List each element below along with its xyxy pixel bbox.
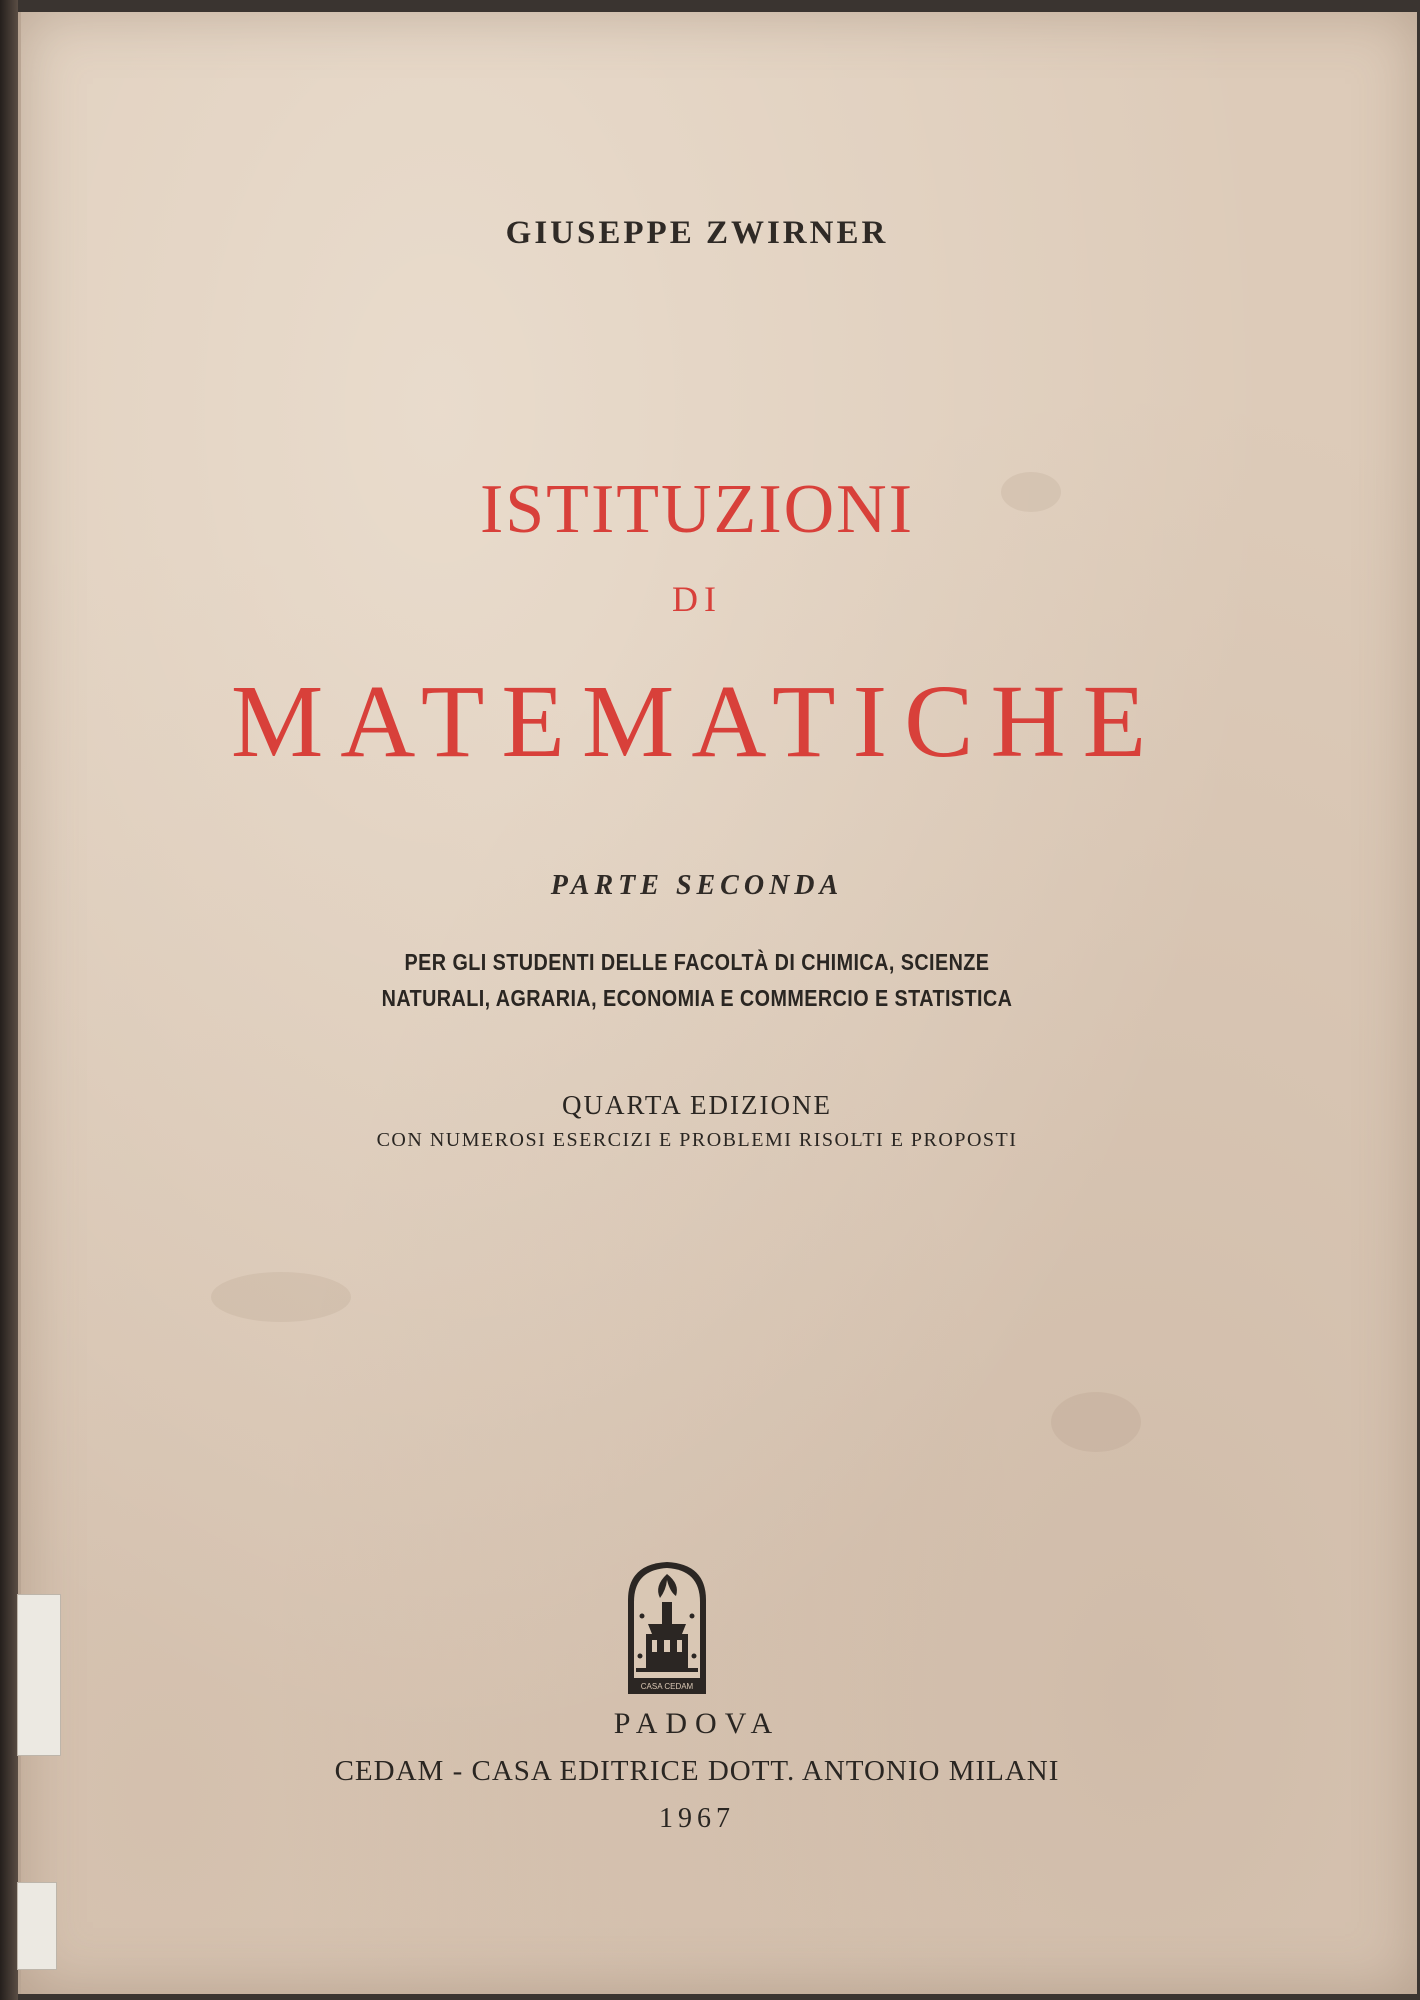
edition-subtitle: CON NUMEROSI ESERCIZI E PROBLEMI RISOLTI E PROPOSTI [376,1129,1018,1151]
audience-line-1: PER GLI STUDENTI DELLE FACOLTÀ DI CHIMICA, SCIENZE [404,949,990,975]
paper-stain [1051,1392,1141,1452]
title-line-2: DI [672,579,722,619]
title-line-1: ISTITUZIONI [479,471,915,548]
book-cover [18,12,1417,1994]
emblem-banner-text: CASA CEDAM [640,1682,694,1691]
author-name: GIUSEPPE ZWIRNER [505,215,889,251]
title-line-3: MATEMATICHE [230,664,1164,779]
book-spine-edge [0,0,18,2000]
publisher-name: CEDAM - CASA EDITRICE DOTT. ANTONIO MILANI [334,1755,1060,1787]
publisher-city: PADOVA [613,1707,781,1740]
audience-line-2: NATURALI, AGRARIA, ECONOMIA E COMMERCIO E STATISTICA [381,985,1013,1011]
part-label: PARTE SECONDA [550,870,844,901]
paper-stain [211,1272,351,1322]
publisher-emblem-icon [624,1560,710,1696]
edition-label: QUARTA EDIZIONE [562,1090,832,1120]
library-label [17,1882,57,1970]
publication-year: 1967 [659,1803,735,1834]
